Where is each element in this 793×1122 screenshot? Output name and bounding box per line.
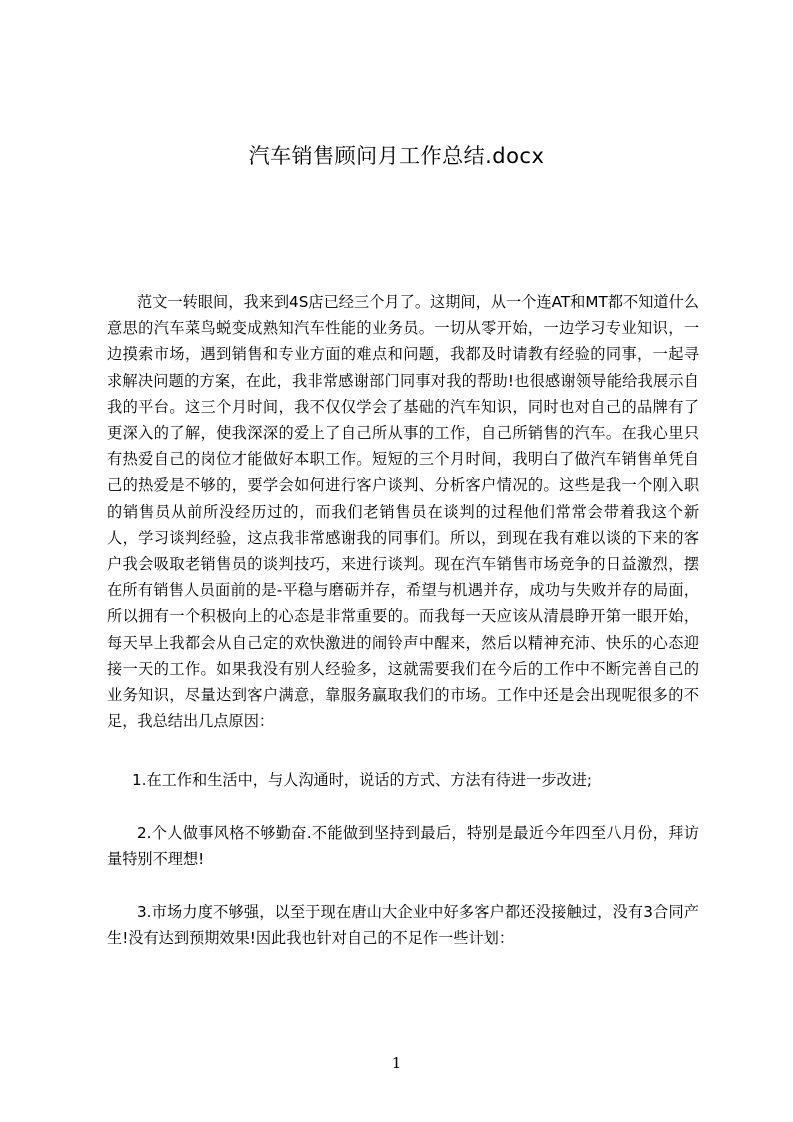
body-paragraph-point-1: 1.在工作和生活中，与人沟通时，说话的方式、方法有待进一步改进; <box>132 771 593 789</box>
document-title: 汽车销售顾问月工作总结.docx <box>248 144 545 168</box>
body-paragraph-intro: 范文一转眼间，我来到4S店已经三个月了。这期间，从一个连AT和MT都不知道什么意思的汽车菜鸟蜕变成熟知汽车性能的业务员。一切从零开始，一边学习专业知识，一边摸索市场，遇到销售和专业方面的难点和问题，我都及时请教有经验的同事，一起寻求解决问题的方案，在此，我非常感谢部门同事对我的帮助!也很感谢领导能给我展示自我的平台。这三个月时间，我不仅仅学会了基础的汽车知识，同时也对自己的品牌有了更深入的了解，使我深深的爱上了自己所从事的工作，自己所销售的汽车。在我心里只有热爱自己的岗位才能做好本职工作。短短的三个月时间，我明白了做汽车销售单凭自己的热爱是不够的，要学会如何进行客户谈判、分析客户情况的。这些是我一个刚入职的销售员从前所没经历过的，而我们老销售员在谈判的过程他们常常会带着我这个新人，学习谈判经验，这点我非常感谢我的同事们。所以，到现在我有难以谈的下来的客户我会吸取老销售员的谈判技巧，来进行谈判。现在汽车销售市场竞争的日益激烈，摆在所有销售人员面前的是-平稳与磨砺并存，希望与机遇并存，成功与失败并存的局面，所以拥有一个积极向上的心态是非常重要的。而我每一天应该从清晨睁开第一眼开始，每天早上我都会从自己定的欢快激进的闹铃声中醒来，然后以精神充沛、快乐的心态迎接一天的工作。如果我没有别人经验多，这就需要我们在今后的工作中不断完善自己的业务知识，尽量达到客户满意，靠服务赢取我们的市场。工作中还是会出现呢很多的不足，我总结出几点原因： <box>107 293 699 731</box>
page-number: 1 <box>391 1054 402 1072</box>
body-paragraph-point-2: 2.个人做事风格不够勤奋.不能做到坚持到最后，特别是最近今年四至八月份，拜访量特别不理想! <box>107 824 699 869</box>
body-paragraph-point-3: 3.市场力度不够强，以至于现在唐山大企业中好多客户都还没接触过，没有3合同产生!没有达到预期效果!因此我也针对自己的不足作一些计划： <box>107 903 699 948</box>
